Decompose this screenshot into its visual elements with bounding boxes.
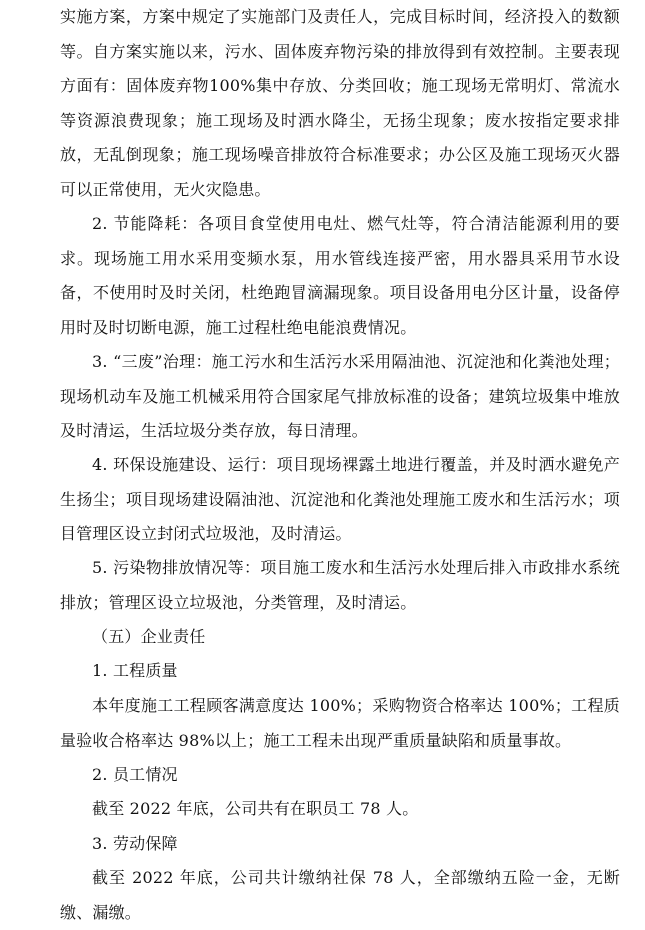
- paragraph-labor-protection: 截至 2022 年底，公司共计缴纳社保 78 人，全部缴纳五险一金，无断缴、漏缴。: [60, 868, 620, 922]
- subheading-engineering-quality: 1. 工程质量: [92, 661, 178, 680]
- subheading-employees: 2. 员工情况: [92, 765, 178, 784]
- paragraph-emissions: 5. 污染物排放情况等：项目施工废水和生活污水处理后排入市政排水系统排放；管理区设立垃圾池，分类管理，及时清运。: [60, 558, 620, 612]
- paragraph-environmental-facilities: 4. 环保设施建设、运行：项目现场裸露土地进行覆盖，并及时洒水避免产生扬尘；项目现场建设隔油池、沉淀池和化粪池处理施工废水和生活污水；项目管理区设立封闭式垃圾池，及时清运。: [60, 455, 620, 543]
- subheading-labor-protection: 3. 劳动保障: [92, 834, 178, 853]
- paragraph-three-wastes: 3. “三废”治理：施工污水和生活污水采用隔油池、沉淀池和化粪池处理；现场机动车及施工机械采用符合国家尾气排放标准的设备；建筑垃圾集中堆放及时清运，生活垃圾分类存放，每日清理。: [60, 352, 620, 440]
- paragraph-pollution-control: 实施方案，方案中规定了实施部门及责任人，完成目标时间，经济投入的数额等。自方案实施以来，污水、固体废弃物污染的排放得到有效控制。主要表现方面有：固体废弃物100%集中存放、分类回收；施工现场无常明灯、常流水等资源浪费现象；施工现场及时洒水降尘，无扬尘现象；废水按指定要求排放，无乱倒现象；施工现场噪音排放符合标准要求；办公区及施工现场灭火器可以正常使用，无火灾隐患。: [60, 7, 620, 199]
- paragraph-energy-saving: 2. 节能降耗：各项目食堂使用电灶、燃气灶等，符合清洁能源利用的要求。现场施工用水采用变频水泵，用水管线连接严密，用水器具采用节水设备，不使用时及时关闭，杜绝跑冒滴漏现象。项目设备用电分区计量，设备停用时及时切断电源，施工过程杜绝电能浪费情况。: [60, 214, 620, 337]
- paragraph-engineering-quality: 本年度施工工程顾客满意度达 100%；采购物资合格率达 100%；工程质量验收合格率达 98%以上；施工工程未出现严重质量缺陷和质量事故。: [60, 696, 620, 750]
- paragraph-employees: 截至 2022 年底，公司共有在职员工 78 人。: [92, 799, 419, 818]
- section-heading-corporate-responsibility: （五）企业责任: [92, 627, 206, 646]
